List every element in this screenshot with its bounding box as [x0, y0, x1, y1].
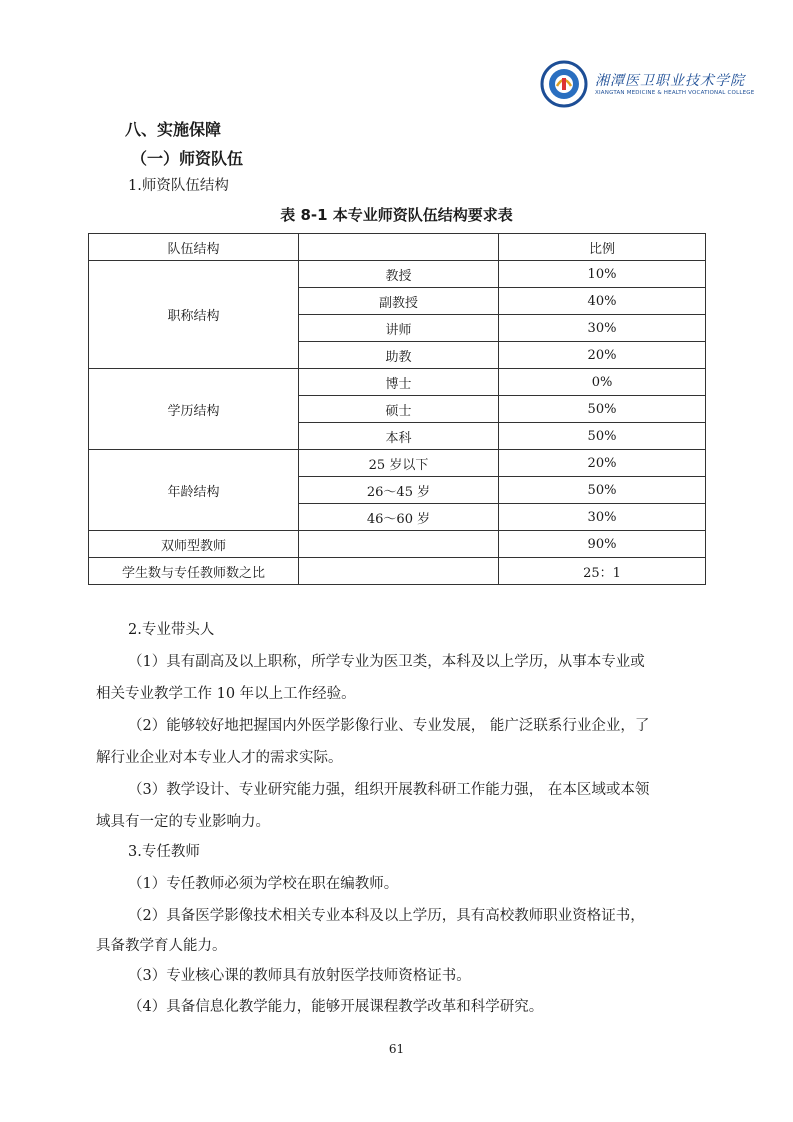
- header-cell: [299, 234, 499, 261]
- table-cell: 90%: [499, 531, 706, 558]
- group-label: 年龄结构: [89, 450, 299, 531]
- table-cell: 46～60 岁: [299, 504, 499, 531]
- table-cell: 双师型教师: [89, 531, 299, 558]
- paragraph-line: 解行业企业对本专业人才的需求实际。: [96, 750, 343, 766]
- table-cell: 0%: [499, 369, 706, 396]
- faculty-structure-table: [88, 233, 706, 585]
- table-cell: [299, 558, 499, 585]
- table-cell: 25 岁以下: [299, 450, 499, 477]
- table-cell: 50%: [499, 396, 706, 423]
- paragraph-line: （1）专任教师必须为学校在职在编教师。: [128, 876, 399, 892]
- section-title: 八、实施保障: [125, 120, 222, 139]
- college-emblem-icon: [540, 60, 588, 108]
- table-cell: 25：1: [499, 558, 706, 585]
- table-cell: 硕士: [299, 396, 499, 423]
- page-number: 61: [388, 1042, 405, 1056]
- paragraph-line: （3）教学设计、专业研究能力强，组织开展教科研工作能力强， 在本区域或本领: [128, 782, 650, 798]
- logo-chinese-name: 湘潭医卫职业技术学院: [595, 73, 745, 89]
- table-cell: 10%: [499, 261, 706, 288]
- header-cell: 队伍结构: [89, 234, 299, 261]
- table-cell: 40%: [499, 288, 706, 315]
- table-row: [89, 531, 706, 558]
- table-header-row: [89, 234, 706, 261]
- subsection-title: （一）师资队伍: [131, 149, 244, 168]
- table-cell: 本科: [299, 423, 499, 450]
- table-row: [89, 450, 706, 477]
- college-logo: [540, 60, 755, 116]
- table-cell: 50%: [499, 477, 706, 504]
- table-cell: 50%: [499, 423, 706, 450]
- item3-title: 3.专任教师: [128, 844, 200, 860]
- group-label: 学历结构: [89, 369, 299, 450]
- table-cell: 26～45 岁: [299, 477, 499, 504]
- paragraph-line: 相关专业教学工作 10 年以上工作经验。: [96, 686, 356, 702]
- table-cell: 30%: [499, 504, 706, 531]
- paragraph-line: （4）具备信息化教学能力，能够开展课程教学改革和科学研究。: [128, 999, 544, 1015]
- table-cell: 博士: [299, 369, 499, 396]
- item1-title: 1.师资队伍结构: [128, 178, 229, 194]
- paragraph-line: 域具有一定的专业影响力。: [96, 814, 270, 830]
- logo-english-name: XIANGTAN MEDICINE & HEALTH VOCATIONAL COLLEGE: [595, 90, 755, 96]
- table-cell: 助教: [299, 342, 499, 369]
- table-caption: 表 8-1 本专业师资队伍结构要求表: [280, 206, 513, 224]
- paragraph-line: （2）具备医学影像技术相关专业本科及以上学历，具有高校教师职业资格证书，: [128, 908, 645, 924]
- table-row: [89, 558, 706, 585]
- table-cell: 教授: [299, 261, 499, 288]
- table-cell: 讲师: [299, 315, 499, 342]
- item2-title: 2.专业带头人: [128, 622, 215, 638]
- table-row: [89, 369, 706, 396]
- paragraph-line: 具备教学育人能力。: [96, 938, 227, 954]
- table-cell: 学生数与专任教师数之比: [89, 558, 299, 585]
- table-cell: [299, 531, 499, 558]
- paragraph-line: （3）专业核心课的教师具有放射医学技师资格证书。: [128, 968, 471, 984]
- paragraph-line: （1）具有副高及以上职称，所学专业为医卫类，本科及以上学历，从事本专业或: [128, 654, 645, 670]
- table-cell: 30%: [499, 315, 706, 342]
- table-row: [89, 261, 706, 288]
- header-cell: 比例: [499, 234, 706, 261]
- group-label: 职称结构: [89, 261, 299, 369]
- table-cell: 20%: [499, 450, 706, 477]
- paragraph-line: （2）能够较好地把握国内外医学影像行业、专业发展， 能广泛联系行业企业，了: [128, 718, 650, 734]
- table-cell: 20%: [499, 342, 706, 369]
- table-cell: 副教授: [299, 288, 499, 315]
